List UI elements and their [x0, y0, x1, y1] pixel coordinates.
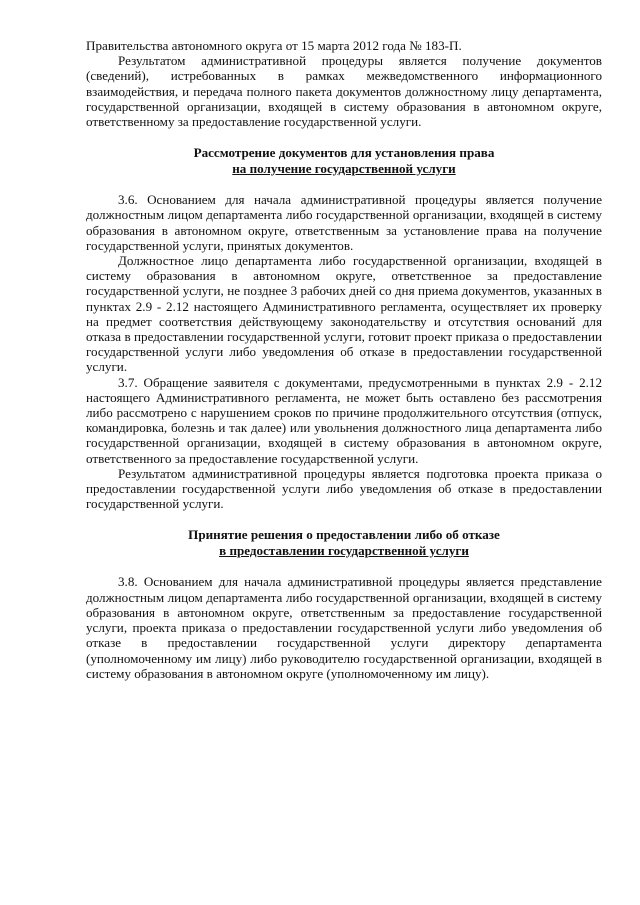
paragraph-result: Результатом административной процедуры является подготовка проекта приказа о предоставлении государственной услуги либо уведомления об отказе в предоставлении государственной услуги.	[86, 465, 602, 512]
paragraph-3-7: 3.7. Обращение заявителя с документами, предусмотренными в пунктах 2.9 - 2.12 настоящего Административного регламента, не может быть оставлено без рассмотрения либо рассмотрено с нарушением сроков по причине продолжительного отсутствия (отпуск, командировка, болезнь и так далее) или увольнения должностного лица департамента либо государственной организации, входящей в систему образования в автономном округе, ответственного за предоставление государственной услуги.	[86, 374, 602, 466]
section-heading-line: Принятие решения о предоставлении либо об отказе	[188, 527, 500, 543]
paragraph-3-6: 3.6. Основанием для начала административной процедуры является получение должностным лицом департамента либо государственной организации, входящей в систему образования в автономном округе, ответственным за установление права на получение государственной услуги, принятых документов.	[86, 192, 602, 253]
section-heading-line: на получение государственной услуги	[232, 160, 456, 176]
intro-line: Правительства автономного округа от 15 марта 2012 года № 183-П.	[86, 38, 462, 53]
document-page	[86, 38, 602, 681]
section-heading-line: Рассмотрение документов для установления права	[193, 145, 495, 161]
section-heading-rights	[86, 145, 602, 176]
paragraph-3-8: 3.8. Основанием для начала административной процедуры является представление должностным лицом департамента либо государственной организации, входящей в систему образования в автономном округе, ответственным за предоставление государственной услуги, проекта приказа о предоставлении государственной услуги либо уведомления об отказе в предоставлении государственной услуги директору департамента (уполномоченному им лицу) либо руководителю государственной организации, входящей в систему образования в автономном округе (уполномоченному им лицу).	[86, 574, 602, 681]
section-heading-decision	[86, 527, 602, 558]
section-heading-line: в предоставлении государственной услуги	[219, 542, 469, 558]
paragraph-official-review: Должностное лицо департамента либо государственной организации, входящей в систему образования в автономном округе, ответственное за предоставление государственной услуги, не позднее 3 рабочих дней со дня приема документов, указанных в пунктах 2.9 - 2.12 настоящего Административного регламента, осуществляет их проверку на предмет соответствия действующему законодательству и отсутствия оснований для отказа в предоставлении государственной услуги, готовит проект приказа о предоставлении государственной услуги либо уведомления об отказе в предоставлении государственной услуги.	[86, 253, 602, 375]
intro-paragraph: Результатом административной процедуры является получение документов (сведений), истребованных в рамках межведомственного информационного взаимодействия, и передача полного пакета документов должностному лицу департамента, государственной организации, входящей в систему образования в автономном округе, ответственному за предоставление государственной услуги.	[86, 53, 602, 130]
